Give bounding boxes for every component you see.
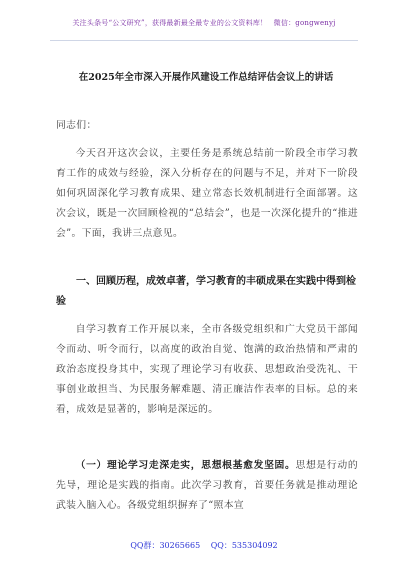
qq-contact-text: QQ：535304092: [210, 541, 278, 550]
paragraph-subsection-1: [56, 456, 358, 516]
greeting: 同志们：: [56, 120, 97, 131]
section-heading-1: 一、回顾历程，成效卓著，学习教育的丰硕成果在实践中得到检验: [56, 276, 356, 307]
banner-promo-text: 关注头条号“公文研究”，获得最新最全最专业的公文资料库！: [72, 19, 268, 27]
document-title: 在2025年全市深入开展作风建设工作总结评估会议上的讲话: [78, 72, 334, 83]
subsection-heading-1: （一）理论学习走深走实，思想根基愈发坚固。: [75, 460, 296, 471]
header-divider: [50, 40, 358, 41]
paragraph-review: 自学习教育工作开展以来，全市各级党组织和广大党员干部闻令而动、听令而行，以高度的政治自觉、饱满的政治热情和严肃的政治态度投身其中，实现了理论学习有收获、思想政治受洗礼、干事创业敢担当、为民服务解难题、清正廉洁作表率的目标。总的来看，成效是显著的，影响是深远的。: [56, 324, 358, 415]
qq-group-text: QQ群：30265665: [130, 541, 201, 550]
paragraph-intro: 今天召开这次会议，主要任务是系统总结前一阶段全市学习教育工作的成效与经验，深入分析存在的问题与不足，并对下一阶段如何巩固深化学习教育成果、建立常态长效机制进行全面部署。这次会议，既是一次回顾检视的“总结会”，也是一次深化提升的“推进会”。下面，我讲三点意见。: [56, 148, 358, 239]
subsection-1-text: 思想是行动的先导，理论是实践的指南。此次学习教育，首要任务就是推动理论武装入脑入心。各级党组织摒弃了“照本宣: [56, 460, 358, 511]
footer-contact: [0, 540, 408, 551]
header-banner: [0, 18, 408, 28]
banner-wechat-text: 微信：gongwenyj: [273, 19, 336, 27]
